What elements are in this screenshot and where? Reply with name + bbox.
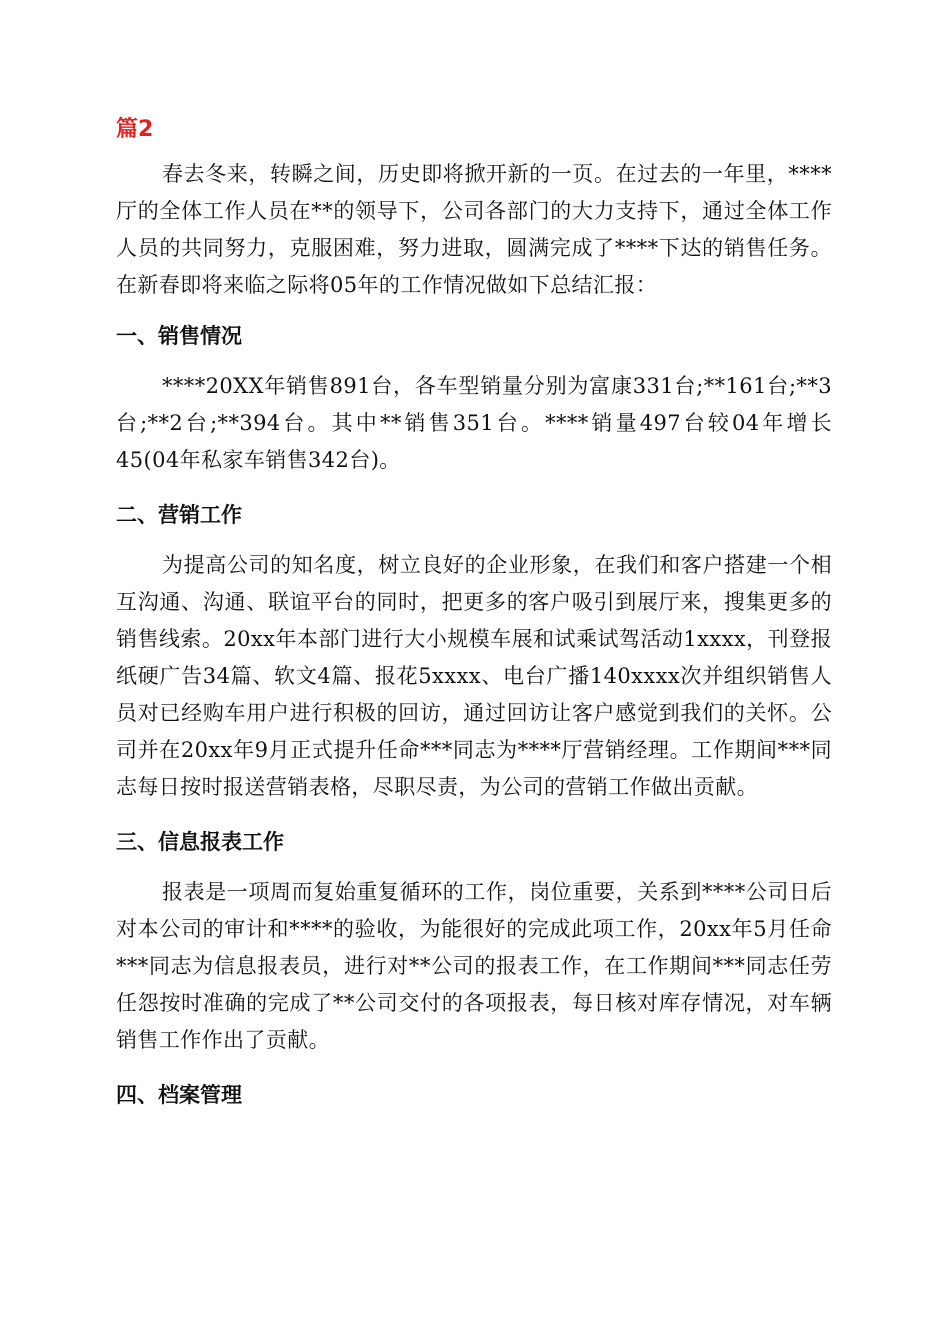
section-body-sales: ****20XX年销售891台，各车型销量分别为富康331台;**161台;**3台;**2台;**394台。其中**销售351台。****销量497台较04年增长45(04年私家车销售342台)。 xyxy=(116,374,832,472)
section-heading-sales: 一、销售情况 xyxy=(116,324,242,348)
document-title: 篇2 xyxy=(116,117,154,142)
section-heading-marketing: 二、营销工作 xyxy=(116,503,242,527)
section-body-marketing: 为提高公司的知名度，树立良好的企业形象，在我们和客户搭建一个相互沟通、沟通、联谊平台的同时，把更多的客户吸引到展厅来，搜集更多的销售线索。20xx年本部门进行大小规模车展和试乘试驾活动1xxxx，刊登报纸硬广告34篇、软文4篇、报花5xxxx、电台广播140xxxx次并组织销售人员对已经购车用户进行积极的回访，通过回访让客户感觉到我们的关怀。公司并在20xx年9月正式提升任命***同志为****厅营销经理。工作期间***同志每日按时报送营销表格，尽职尽责，为公司的营销工作做出贡献。 xyxy=(116,553,832,799)
document-page xyxy=(116,112,832,1113)
section-body-reports: 报表是一项周而复始重复循环的工作，岗位重要，关系到****公司日后对本公司的审计和****的验收，为能很好的完成此项工作，20xx年5月任命***同志为信息报表员，进行对**公司的报表工作，在工作期间***同志任劳任怨按时准确的完成了**公司交付的各项报表，每日核对库存情况，对车辆销售工作作出了贡献。 xyxy=(116,880,832,1052)
intro-paragraph: 春去冬来，转瞬之间，历史即将掀开新的一页。在过去的一年里，****厅的全体工作人员在**的领导下，公司各部门的大力支持下，通过全体工作人员的共同努力，克服困难，努力进取，圆满完成了****下达的销售任务。在新春即将来临之际将05年的工作情况做如下总结汇报： xyxy=(116,162,832,297)
section-heading-archives: 四、档案管理 xyxy=(116,1083,242,1107)
section-heading-reports: 三、信息报表工作 xyxy=(116,830,284,854)
